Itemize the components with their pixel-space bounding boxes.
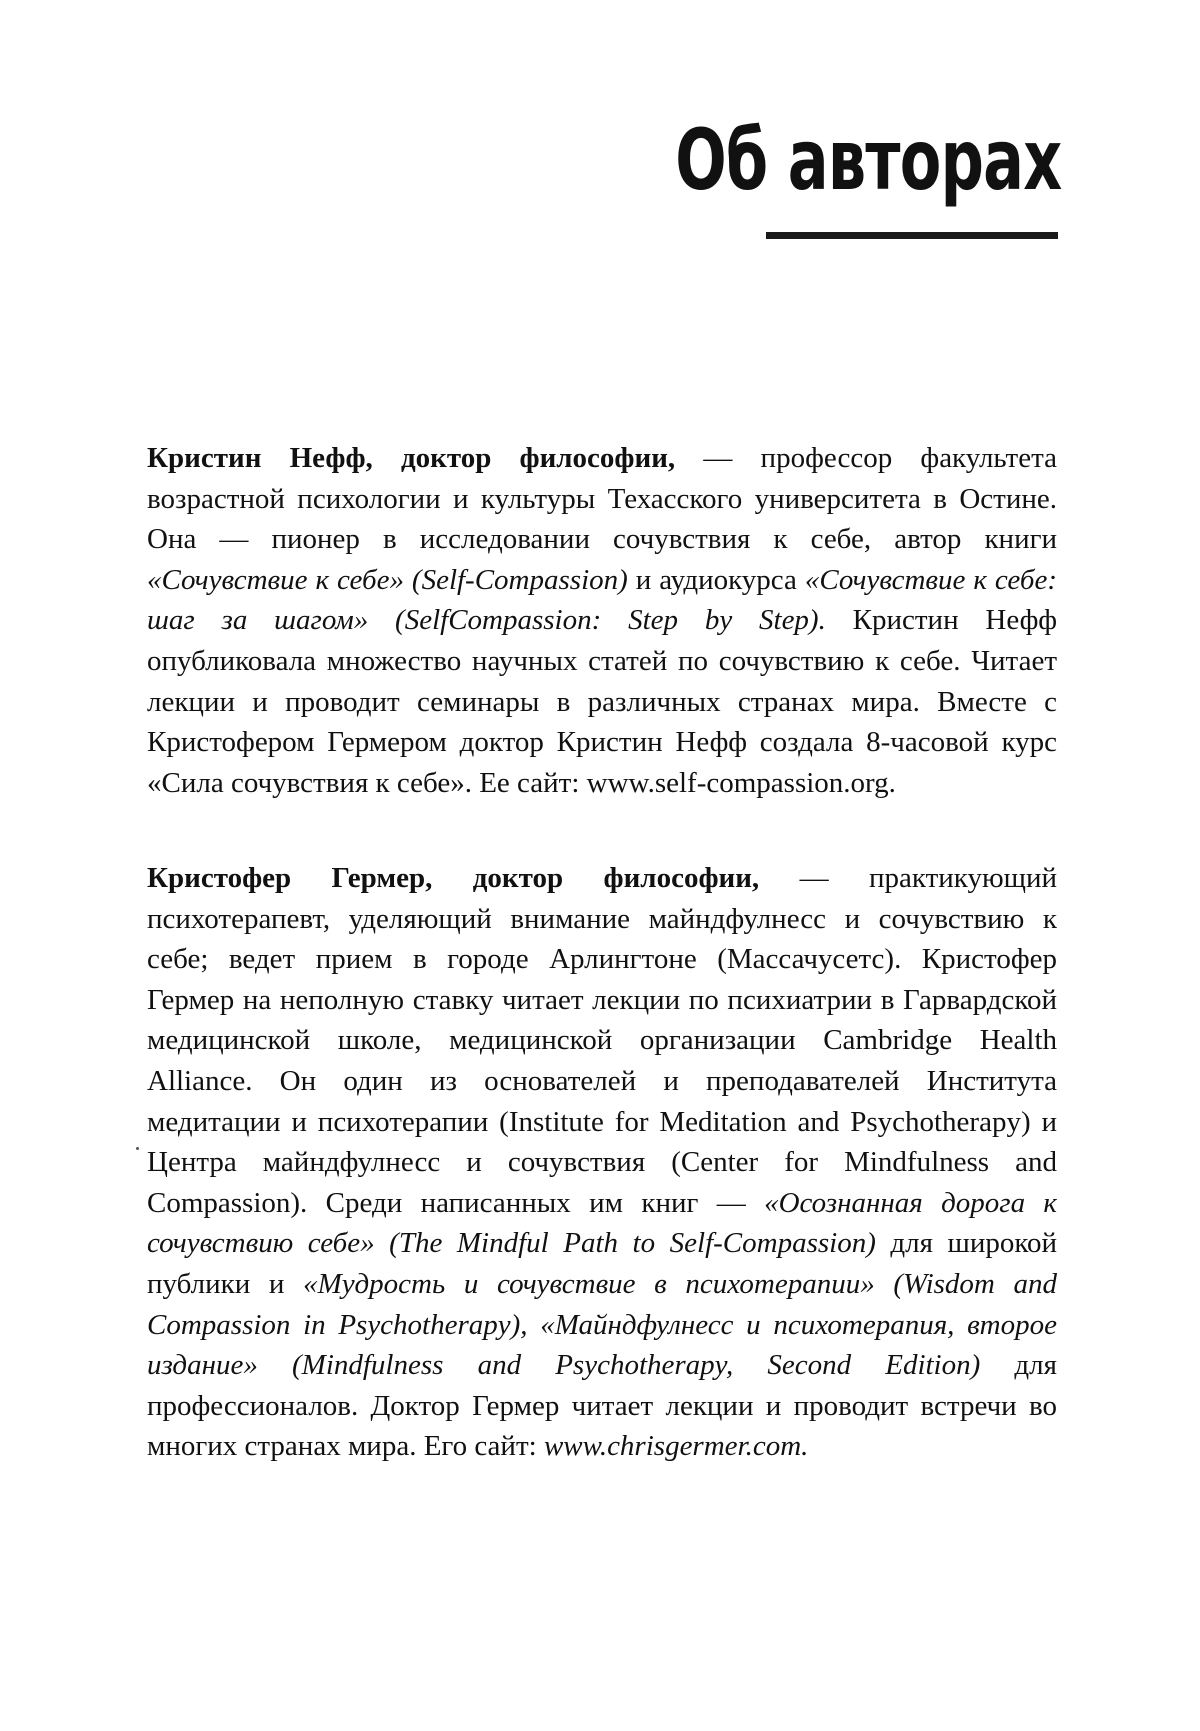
author-name-germer: Кристофер Гермер, доктор философии,	[147, 862, 760, 894]
author-bio-neff	[147, 438, 1057, 803]
author-bio-germer	[147, 858, 1057, 1467]
book-title: «Сочувствие к себе» (Self-Compassion)	[147, 563, 628, 596]
bio-text: для широкой публики и	[147, 1227, 1057, 1300]
bio-text: — профессор факультета возрастной психологии и культуры Техасского университета в Остине. Она — пионер в исследовании сочувствия к себе, автор книги	[147, 442, 1057, 556]
author-name-neff: Кристин Нефф, доктор философии,	[147, 442, 676, 474]
book-title: «Мудрость и сочувствие в психотерапии» (Wisdom and Compassion in Psychotherapy), «Майндфулнесс и психотерапия, второе издание» (Mindfulness and Psychotherapy, Second Edition)	[147, 1267, 1057, 1382]
book-title: «Сочувствие к себе: шаг за шагом» (SelfCompassion: Step by Step).	[147, 563, 1057, 637]
book-title: «Осознанная дорога к сочувствию себе» (The Mindful Path to Self-Compassion)	[147, 1186, 1057, 1260]
bio-text: — практикующий психотерапевт, уделяющий внимание майндфулнесс и сочувствию к себе; ведет прием в городе Арлингтоне (Массачусетс). Кристофер Гермер на неполную ставку читает лекции по психиатрии в Гарвардской медицинской школе, медицинской организации Cambridge Health Alliance. Он один из основателей и преподавателей Института медитации и психотерапии (Institute for Meditation and Psychotherapy) и Центра майндфулнесс и сочувствия (Center for Mindfulness and Compassion). Среди написанных им книг —	[147, 862, 1057, 1219]
bio-text: Кристин Нефф опубликовала множество научных статей по сочувствию к себе. Читает лекции и проводит семинары в различных странах мира. Вместе с Кристофером Гермером доктор Кристин Нефф создала 8-часовой курс «Сила сочувствия к себе». Ее сайт: www.self-compassion.org.	[147, 604, 1057, 799]
bio-text: для профессионалов. Доктор Гермер читает лекции и проводит встречи во многих странах мира. Его сайт:	[147, 1349, 1057, 1463]
author-website: www.chrisgermer.com.	[543, 1430, 809, 1463]
scan-speck	[136, 1147, 139, 1150]
title-underline	[766, 232, 1058, 239]
page-title: Об авторах	[675, 111, 1062, 209]
bio-text: и аудиокурса	[627, 563, 805, 596]
